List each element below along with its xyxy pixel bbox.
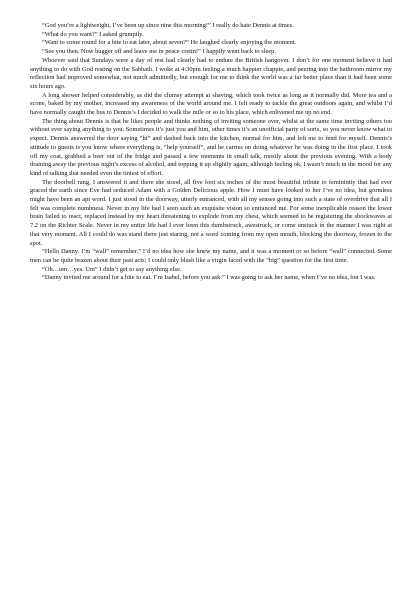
paragraph: Whoever said that Sundays were a day of rest had clearly had to endure the British hangover. I don’t for one moment believe it had anything to do with God resting on the Sabbath. I woke at 4:30pm feeling a much happier chappie, and peering into the bathroom mirror my reflection had improved somewhat, not much admittedly, but enough for me to think the world was a far better place than it had been some six hours ago. [30, 56, 392, 90]
paragraph: A long shower helped considerably, as did the clumsy attempt at shaving, which took twice as long as it normally did. More tea and a scone, baked by my mother, increased my awareness of the world around me. I felt ready to tackle the great outdoors again, and whilst I’d have normally caught the bus to Dennis’s I decided to walk the mile or so to his place, which enlivened me up no end. [30, 91, 392, 117]
paragraph: “See you then. Now bugger off and leave me in peace cretin!” I happily went back to sleep. [42, 48, 276, 56]
paragraph: “God you’re a lightweight, I’ve been up since nine this morning!” I really do hate Dennis at times. [42, 22, 294, 29]
paragraph: The thing about Dennis is that he likes people and thinks nothing of inviting someone over, whilst at the same time inviting others too without ever saying anything to you. Sometimes it’s just you and him, other times it’s an unofficial party of sorts, so you never know what to expect. Dennis answered the door saying “hi” and dashed back into the kitchen, normal for him, and left me to fend for myself. Dennis’s attitude to guests is you know where everything is, “help yourself”, and he carries on doing whatever he was doing in the first place. I took off my coat, grabbed a beer out of the fridge and passed a few moments in small talk, mostly about the previous evening. With a body draining away the previous night’s excess of alcohol, and topping it up slightly again, although feeling ok, I wasn’t much in the mood for any kind of talking that needed even the tiniest of effort. [30, 117, 392, 177]
paragraph: “What do you want?” I asked grumpily. [42, 30, 144, 38]
paragraph: “Hello Danny. I’m “wall” remember.” I’d no idea how she knew my name, and it was a moment or so before “wall” connected. Some men can be quite brazen about their past acts; I could only blush like a virgin faced with the “big” question for the first time. [30, 248, 392, 264]
paragraph: “Oh…um…yes. Um” I didn’t get to say anything else. [42, 265, 182, 273]
document-page [30, 22, 392, 283]
paragraph: “Danny invited me around for a bite to eat. I’m Isabel, before you ask.” I was going to ask her name, when I’ve no idea, but I was. [42, 274, 376, 282]
paragraph: “Want to come round for a bite to eat later, about seven?” He laughed clearly enjoying the moment. [42, 39, 297, 47]
paragraph: The doorbell rang, I answered it and there she stood, all five foot six inches of the most beautiful tribute to femininity that had ever graced the earth since Eve had seduced Adam with a Golden Delicious apple. How I must have looked to her I’ve no idea, but gormless might have been an apt word. I just stood in the doorway, utterly entranced, with all my senses going into such a state of overdrive that all I felt was complete numbness. Never in my life had I seen such an exquisite vision so entranced me. For some inexplicable reason the lower brain failed to react, replaced instead by my heart threatening to explode from my chest, which seemed to be registering the shockwaves at 7.2 on the Richter Scale. Never in my entire life had I ever been this dumbstruck, awestruck, or come unstuck in the manner I was right at that very moment. All I could do was stand there just staring, not a word coming from my open mouth, blocking the doorway, frozen to the spot. [30, 178, 392, 247]
